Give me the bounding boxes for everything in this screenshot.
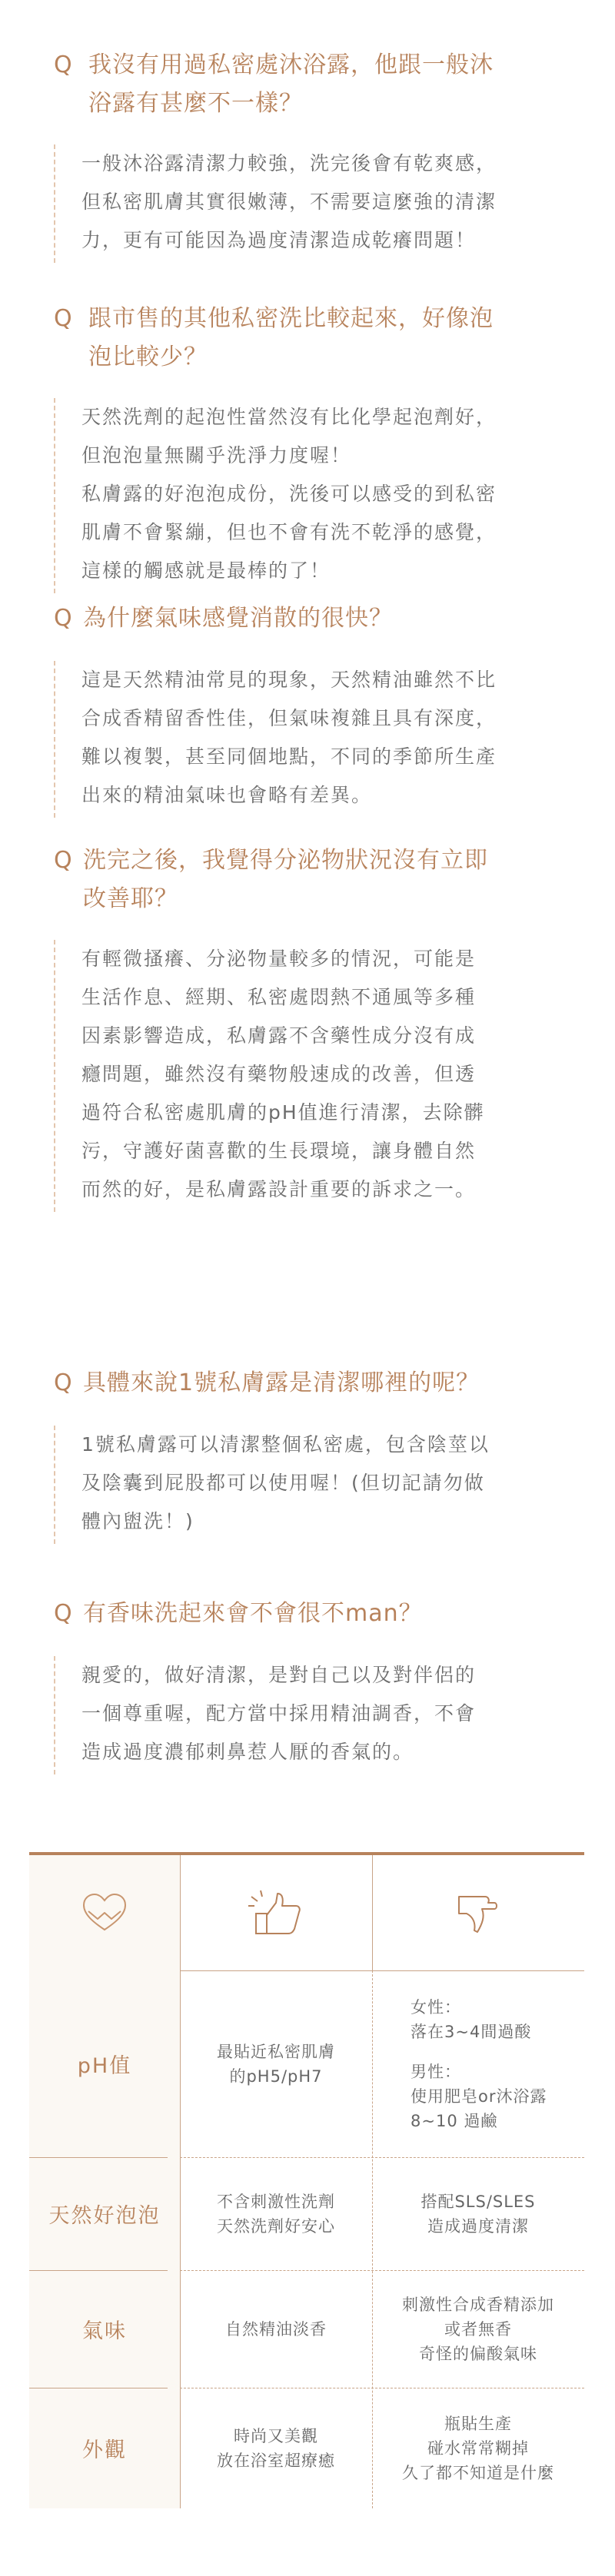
good-cell <box>180 1970 372 2157</box>
bad-cell-line: 落在3~4間過酸 <box>411 2022 532 2041</box>
answer-line: 天然洗劑的起泡性當然沒有比化學起泡劑好， <box>81 406 497 428</box>
good-cell <box>180 2270 372 2388</box>
good-cell-line: 時尚又美觀 <box>234 2426 318 2445</box>
bad-cell-line: 瓶貼生產 <box>444 2414 512 2433</box>
answer-line: 力，更有可能因為過度清潔造成乾癢問題！ <box>81 229 477 251</box>
bad-cell-line: 或者無香 <box>444 2319 512 2339</box>
answer-line: 但泡泡量無關乎洗淨力度喔！ <box>81 444 352 466</box>
good-cell-line: 的pH5/pH7 <box>229 2066 323 2086</box>
bad-cell <box>372 2270 584 2388</box>
faq-answer <box>54 144 497 263</box>
answer-line: 這樣的觸感就是最棒的了！ <box>81 559 331 582</box>
answer-line: 一般沐浴露清潔力較強，洗完後會有乾爽感， <box>81 152 497 174</box>
comparison-table <box>29 1852 584 2508</box>
answer-line: 生活作息、經期、私密處悶熱不通風等多種 <box>81 986 477 1008</box>
answer-line: 有輕微搔癢、分泌物量較多的情況，可能是 <box>81 948 477 970</box>
good-cell <box>180 2157 372 2270</box>
good-cell-line: 天然洗劑好安心 <box>217 2216 335 2236</box>
question-line: 有香味洗起來會不會很不man？ <box>83 1600 423 1627</box>
heart-hands-icon <box>29 1855 180 1970</box>
good-cell-line: 最貼近私密肌膚 <box>217 2042 335 2061</box>
answer-line: 因素影響造成，私膚露不含藥性成分沒有成 <box>81 1024 477 1047</box>
question-mark-q: Q <box>54 847 72 874</box>
question-mark-q: Q <box>54 1600 72 1627</box>
bad-cell <box>411 1970 584 2157</box>
answer-line: 一個尊重喔，配方當中採用精油調香，不會 <box>81 1702 477 1725</box>
bad-cell-line: 搭配SLS/SLES <box>421 2192 536 2211</box>
bad-cell-line: 碰水常常糊掉 <box>427 2438 529 2458</box>
row-label: 氣味 <box>82 2319 127 2343</box>
answer-line: 污，守護好菌喜歡的生長環境，讓身體自然 <box>81 1140 477 1162</box>
faq-answer <box>54 940 485 1212</box>
question-line: 改善耶？ <box>83 885 178 912</box>
question-mark-q: Q <box>54 305 72 332</box>
answer-line: 癮問題，雖然沒有藥物般速成的改善，但透 <box>81 1063 477 1085</box>
answer-line: 合成香精留香性佳，但氣味複雜且具有深度， <box>81 707 497 729</box>
bad-cell-line: 男性： <box>411 2062 461 2081</box>
answer-line: 難以複製，甚至同個地點，不同的季節所生產 <box>81 745 497 768</box>
faq-answer <box>54 398 497 593</box>
question-line: 我沒有用過私密處沐浴露，他跟一般沐 <box>88 51 494 78</box>
faq-answer <box>54 661 497 818</box>
question-mark-q: Q <box>54 1369 72 1396</box>
row-label: 外觀 <box>82 2438 127 2462</box>
question-mark-q: Q <box>54 605 72 632</box>
bad-cell-line: 奇怪的偏酸氣味 <box>419 2344 537 2363</box>
answer-line: 造成過度濃郁刺鼻惹人厭的香氣的。 <box>81 1741 414 1763</box>
good-cell-line: 自然精油淡香 <box>225 2319 327 2339</box>
question-mark-q: Q <box>54 51 72 78</box>
bad-cell-line: 刺激性合成香精添加 <box>402 2295 554 2314</box>
bad-cell-line: 8~10 過鹼 <box>411 2111 498 2130</box>
answer-line: 親愛的，做好清潔，是對自己以及對伴侶的 <box>81 1664 477 1686</box>
bad-cell-line: 久了都不知道是什麼 <box>402 2463 554 2482</box>
question-line: 洗完之後，我覺得分泌物狀況沒有立即 <box>83 847 488 874</box>
faq-answer <box>54 1656 476 1774</box>
question-line: 浴露有甚麼不一樣？ <box>88 90 303 117</box>
question-line: 具體來說1號私膚露是清潔哪裡的呢？ <box>83 1369 480 1396</box>
answer-line: 出來的精油氣味也會略有差異。 <box>81 784 373 806</box>
answer-line: 體內盥洗！) <box>81 1510 194 1532</box>
good-cell-line: 不含刺激性洗劑 <box>217 2192 335 2211</box>
bad-cell <box>372 2157 584 2270</box>
answer-line: 私膚露的好泡泡成份，洗後可以感受的到私密 <box>81 483 497 505</box>
bad-cell <box>372 2388 584 2508</box>
thumbs-up-icon <box>180 1855 372 1970</box>
row-label: 天然好泡泡 <box>48 2204 161 2228</box>
answer-line: 肌膚不會緊繃，但也不會有洗不乾淨的感覺， <box>81 521 497 543</box>
question-line: 為什麼氣味感覺消散的很快？ <box>83 605 393 632</box>
answer-line: 而然的好，是私膚露設計重要的訴求之一。 <box>81 1178 477 1200</box>
answer-line: 但私密肌膚其實很嫩薄，不需要這麼強的清潔 <box>81 191 497 213</box>
bad-cell-line: 使用肥皂or沐浴露 <box>411 2086 547 2106</box>
question-line: 泡比較少？ <box>88 344 208 370</box>
bad-cell-line: 造成過度清潔 <box>427 2216 529 2236</box>
good-cell <box>180 2388 372 2508</box>
bad-cell-line: 女性： <box>411 1997 461 2017</box>
answer-line: 這是天然精油常見的現象，天然精油雖然不比 <box>81 669 497 691</box>
faq-answer <box>54 1426 490 1544</box>
answer-line: 1號私膚露可以清潔整個私密處，包含陰莖以 <box>81 1433 490 1456</box>
answer-line: 過符合私密處肌膚的pH值進行清潔，去除髒 <box>81 1101 485 1124</box>
good-cell-line: 放在浴室超療癒 <box>217 2451 335 2470</box>
question-line: 跟市售的其他私密洗比較起來，好像泡 <box>88 305 494 332</box>
row-label: pH值 <box>77 2054 132 2078</box>
answer-line: 及陰囊到屁股都可以使用喔！(但切記請勿做 <box>81 1472 485 1494</box>
thumbs-down-icon <box>372 1855 584 1970</box>
